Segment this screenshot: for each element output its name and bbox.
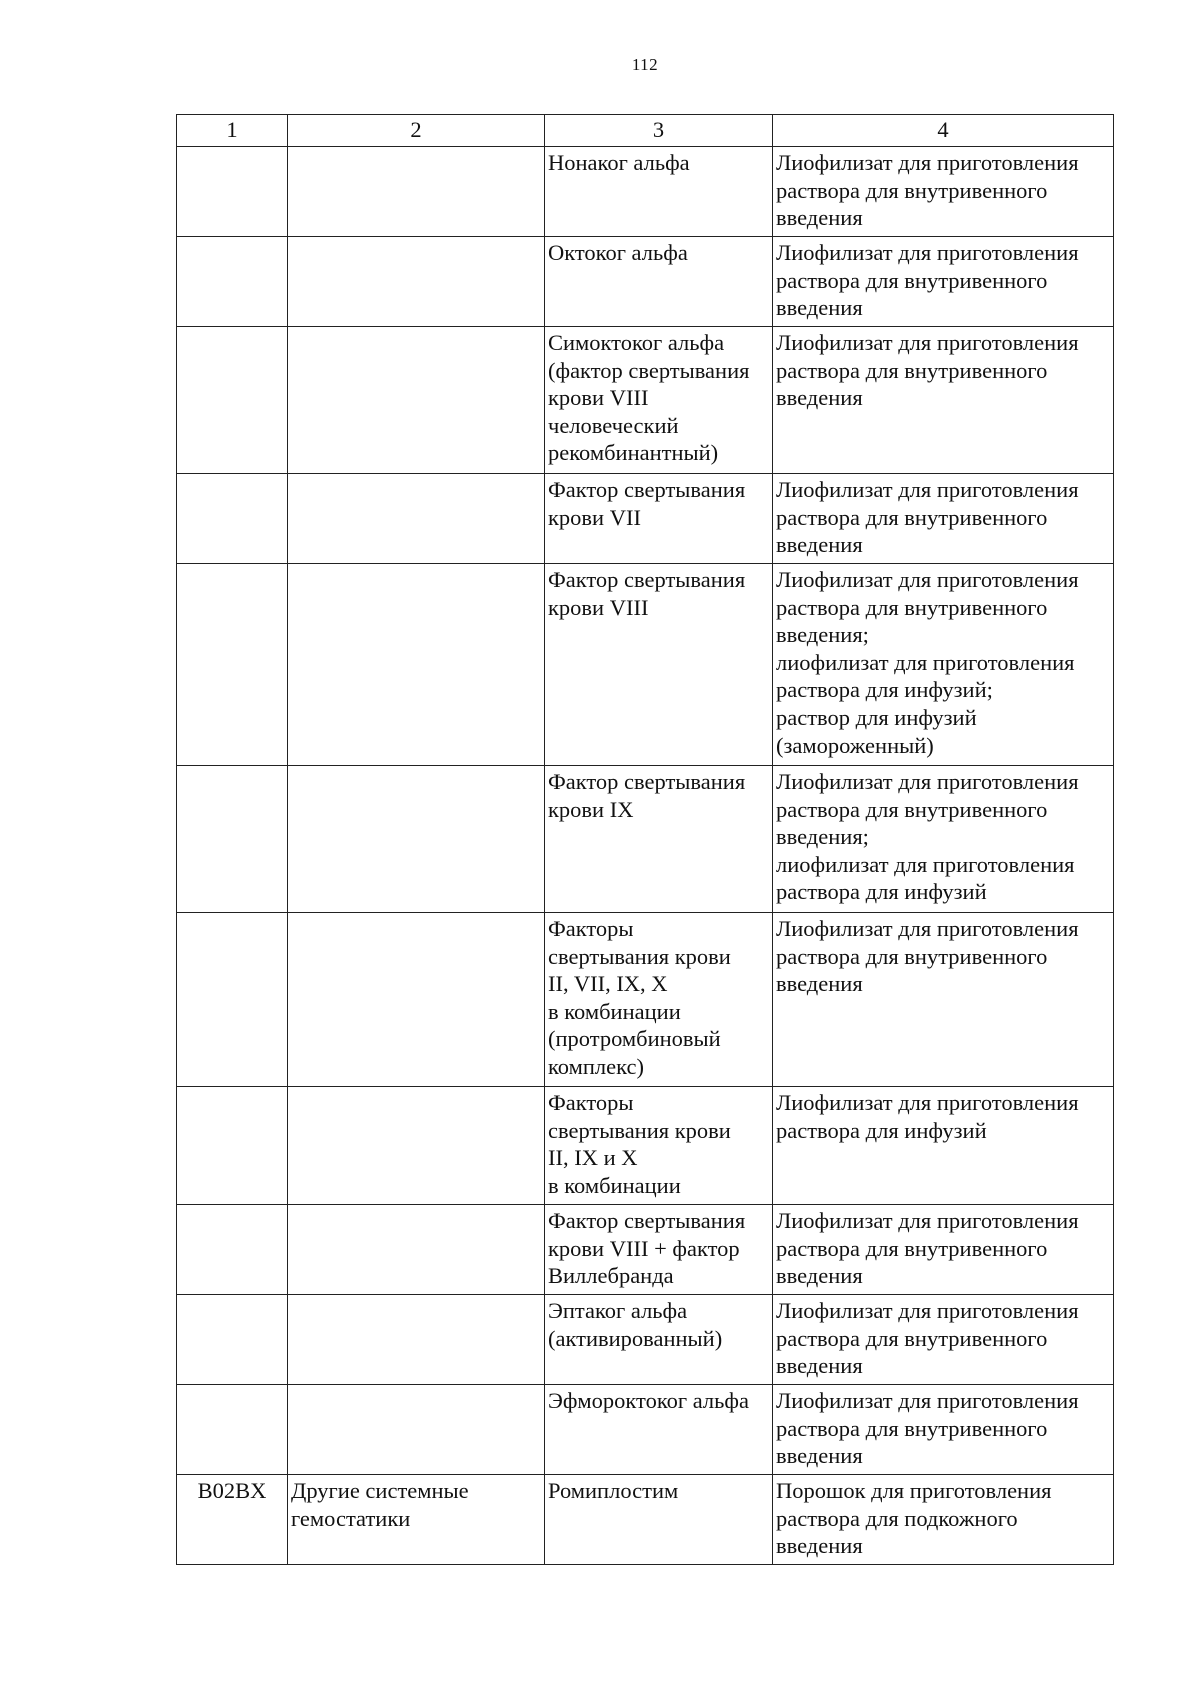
drug-name-cell-line: Симоктоког альфа	[548, 330, 725, 355]
drug-name-cell-line: Факторы	[548, 916, 634, 941]
group-name-cell	[288, 1385, 545, 1475]
dosage-form-cell-line: Лиофилизат для приготовления	[776, 567, 1079, 592]
drug-name-cell-line: в комбинации	[548, 1172, 681, 1198]
group-name-cell	[288, 1087, 545, 1205]
dosage-form-cell-line: Лиофилизат для приготовления	[776, 1090, 1079, 1115]
dosage-form-cell-line: раствора для внутривенного	[776, 177, 1048, 203]
dosage-form-cell-line: введения	[776, 1533, 863, 1559]
atc-code-cell	[177, 1385, 288, 1475]
dosage-form-cell	[773, 237, 1114, 327]
drug-name-cell	[545, 564, 773, 766]
group-name-cell	[288, 913, 545, 1087]
dosage-form-cell	[773, 1385, 1114, 1475]
dosage-form-cell	[773, 564, 1114, 766]
atc-code-cell: B02BX	[177, 1475, 288, 1565]
drug-name-cell-line: Фактор свертывания	[548, 477, 746, 502]
dosage-form-cell-line: Лиофилизат для приготовления	[776, 769, 1079, 794]
dosage-form-cell-line: введения	[776, 1263, 863, 1289]
atc-code-cell	[177, 1295, 288, 1385]
atc-code-cell	[177, 913, 288, 1087]
drug-name-cell-line: (фактор свертывания	[548, 357, 750, 383]
dosage-form-cell-line: Лиофилизат для приготовления	[776, 330, 1079, 355]
dosage-form-cell-line: раствора для инфузий	[776, 879, 987, 905]
dosage-form-cell-line: раствора для внутривенного	[776, 1415, 1048, 1441]
drug-name-cell	[545, 147, 773, 237]
group-name-cell	[288, 1295, 545, 1385]
dosage-form-cell-line: Лиофилизат для приготовления	[776, 150, 1079, 175]
drug-name-cell-line: (протромбиновый	[548, 1026, 721, 1052]
dosage-form-cell-line: раствора для внутривенного	[776, 943, 1048, 969]
dosage-form-cell-line: введения	[776, 1443, 863, 1469]
dosage-form-cell-line: Лиофилизат для приготовления	[776, 1298, 1079, 1323]
dosage-form-cell-line: введения	[776, 1353, 863, 1379]
dosage-form-cell-line: введения	[776, 295, 863, 321]
group-name-cell	[288, 327, 545, 474]
group-name-cell-line: гемостатики	[291, 1505, 411, 1531]
dosage-form-cell-line: раствора для внутривенного	[776, 357, 1048, 383]
drug-name-cell-line: Фактор свертывания	[548, 769, 746, 794]
drug-table	[176, 114, 1114, 1565]
drug-name-cell-line: Октоког альфа	[548, 240, 688, 265]
table-row	[177, 564, 1114, 766]
dosage-form-cell-line: раствор для инфузий	[776, 704, 977, 730]
drug-name-cell-line: Ромиплостим	[548, 1478, 679, 1503]
drug-name-cell-line: Факторы	[548, 1090, 634, 1115]
dosage-form-cell	[773, 1205, 1114, 1295]
dosage-form-cell	[773, 1295, 1114, 1385]
table-row	[177, 1385, 1114, 1475]
dosage-form-cell-line: Лиофилизат для приготовления	[776, 1388, 1079, 1413]
drug-name-cell-line: (активированный)	[548, 1325, 723, 1351]
atc-code-cell	[177, 147, 288, 237]
atc-code-cell	[177, 1087, 288, 1205]
drug-name-cell	[545, 1385, 773, 1475]
atc-code-cell	[177, 564, 288, 766]
atc-code-cell	[177, 237, 288, 327]
atc-code-cell	[177, 474, 288, 564]
atc-code-cell	[177, 327, 288, 474]
drug-name-cell	[545, 1475, 773, 1565]
table-row	[177, 1205, 1114, 1295]
dosage-form-cell-line: раствора для внутривенного	[776, 267, 1048, 293]
drug-name-cell-line: крови VII	[548, 504, 641, 530]
table-header-row	[177, 115, 1114, 147]
table-row	[177, 1087, 1114, 1205]
drug-name-cell-line: Фактор свертывания	[548, 1208, 746, 1233]
drug-name-cell-line: Нонаког альфа	[548, 150, 690, 175]
dosage-form-cell-line: введения	[776, 532, 863, 558]
drug-name-cell	[545, 237, 773, 327]
drug-table-body	[177, 115, 1114, 1565]
dosage-form-cell-line: раствора для инфузий	[776, 1117, 987, 1143]
group-name-cell	[288, 1475, 545, 1565]
table-row	[177, 1475, 1114, 1565]
atc-code-cell	[177, 766, 288, 913]
dosage-form-cell-line: Порошок для приготовления	[776, 1478, 1052, 1503]
dosage-form-cell	[773, 1475, 1114, 1565]
dosage-form-cell-line: раствора для внутривенного	[776, 796, 1048, 822]
dosage-form-cell	[773, 1087, 1114, 1205]
header-cell-2: 2	[288, 115, 545, 147]
page-number: 112	[631, 55, 659, 74]
drug-name-cell-line: комплекс)	[548, 1053, 644, 1079]
drug-name-cell	[545, 327, 773, 474]
drug-name-cell-line: в комбинации	[548, 998, 681, 1024]
drug-name-cell-line: крови VIII	[548, 594, 649, 620]
table-row	[177, 237, 1114, 327]
dosage-form-cell-line: раствора для подкожного	[776, 1505, 1018, 1531]
dosage-form-cell-line: раствора для инфузий;	[776, 677, 993, 703]
dosage-form-cell-line: введения	[776, 205, 863, 231]
dosage-form-cell	[773, 147, 1114, 237]
dosage-form-cell-line: Лиофилизат для приготовления	[776, 916, 1079, 941]
group-name-cell	[288, 237, 545, 327]
dosage-form-cell-line: раствора для внутривенного	[776, 1325, 1048, 1351]
table-row	[177, 474, 1114, 564]
drug-name-cell	[545, 766, 773, 913]
dosage-form-cell-line: раствора для внутривенного	[776, 504, 1048, 530]
dosage-form-cell-line: лиофилизат для приготовления	[776, 851, 1075, 877]
drug-name-cell-line: крови IX	[548, 796, 634, 822]
group-name-cell	[288, 564, 545, 766]
dosage-form-cell-line: раствора для внутривенного	[776, 594, 1048, 620]
header-cell-4: 4	[773, 115, 1114, 147]
header-cell-1: 1	[177, 115, 288, 147]
drug-name-cell-line: II, VII, IX, X	[548, 971, 668, 997]
drug-name-cell-line: свертывания крови	[548, 943, 731, 969]
header-cell-3: 3	[545, 115, 773, 147]
dosage-form-cell-line: введения;	[776, 824, 869, 850]
dosage-form-cell-line: Лиофилизат для приготовления	[776, 477, 1079, 502]
atc-code-cell	[177, 1205, 288, 1295]
table-row	[177, 327, 1114, 474]
dosage-form-cell-line: введения	[776, 971, 863, 997]
drug-name-cell	[545, 1205, 773, 1295]
drug-name-cell-line: Фактор свертывания	[548, 567, 746, 592]
dosage-form-cell	[773, 913, 1114, 1087]
dosage-form-cell-line: лиофилизат для приготовления	[776, 649, 1075, 675]
drug-name-cell-line: II, IX и X	[548, 1145, 638, 1171]
drug-name-cell	[545, 913, 773, 1087]
drug-name-cell-line: Эфмороктоког альфа	[548, 1388, 749, 1413]
group-name-cell	[288, 1205, 545, 1295]
drug-name-cell	[545, 1295, 773, 1385]
dosage-form-cell	[773, 474, 1114, 564]
group-name-cell	[288, 766, 545, 913]
drug-name-cell-line: рекомбинантный)	[548, 440, 719, 466]
group-name-cell	[288, 147, 545, 237]
drug-name-cell-line: Эптаког альфа	[548, 1298, 688, 1323]
drug-name-cell-line: Виллебранда	[548, 1263, 674, 1289]
drug-name-cell-line: человеческий	[548, 412, 679, 438]
drug-name-cell	[545, 1087, 773, 1205]
group-name-cell	[288, 474, 545, 564]
group-name-cell-line: Другие системные	[291, 1478, 469, 1503]
drug-name-cell-line: свертывания крови	[548, 1117, 731, 1143]
table-row	[177, 913, 1114, 1087]
table-row	[177, 766, 1114, 913]
dosage-form-cell-line: введения	[776, 385, 863, 411]
drug-name-cell-line: крови VIII	[548, 385, 649, 411]
dosage-form-cell-line: Лиофилизат для приготовления	[776, 1208, 1079, 1233]
dosage-form-cell	[773, 766, 1114, 913]
drug-name-cell-line: крови VIII + фактор	[548, 1235, 740, 1261]
dosage-form-cell-line: (замороженный)	[776, 732, 934, 758]
table-row	[177, 1295, 1114, 1385]
dosage-form-cell	[773, 327, 1114, 474]
table-row	[177, 147, 1114, 237]
drug-name-cell	[545, 474, 773, 564]
dosage-form-cell-line: Лиофилизат для приготовления	[776, 240, 1079, 265]
dosage-form-cell-line: раствора для внутривенного	[776, 1235, 1048, 1261]
dosage-form-cell-line: введения;	[776, 622, 869, 648]
